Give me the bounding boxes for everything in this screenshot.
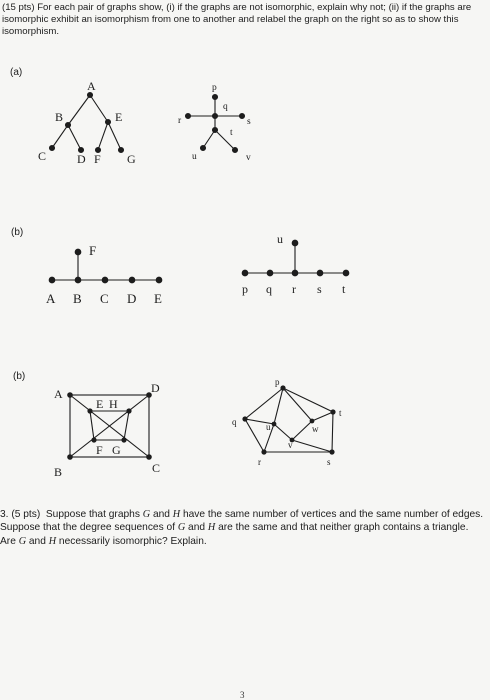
label-vertex-E: E <box>154 291 162 306</box>
vertex-B <box>66 123 71 128</box>
graph-name-H: H <box>48 535 57 547</box>
vertex-p <box>213 95 218 100</box>
label-vertex-u: u <box>277 232 283 246</box>
label-vertex-C: C <box>152 461 161 475</box>
label-vertex-s: s <box>327 457 331 467</box>
vertex-p <box>242 270 248 276</box>
vertex-D <box>129 277 135 283</box>
vertex-C <box>102 277 108 283</box>
label-vertex-t: t <box>342 282 346 296</box>
graph-name-H: H <box>172 509 181 520</box>
question-text: Suppose that graphs <box>45 509 143 520</box>
label-vertex-A: A <box>46 291 56 306</box>
vertex-B <box>75 277 81 283</box>
part-label-b-second: (b) <box>13 371 26 382</box>
problem-statement: (15 pts) For each pair of graphs show, (i) if the graphs are not isomorphic, explain why not; (ii) if the graphs are isomorphic exhibit an isomorphism from one to another and relabel the graph on the right so as to show this isomorphism. <box>2 2 472 37</box>
graph-b-left <box>49 249 162 283</box>
vertex-B <box>67 454 73 460</box>
label-vertex-D: D <box>77 152 86 166</box>
vertex-t <box>330 409 335 414</box>
label-vertex-E: E <box>115 110 123 124</box>
vertex-C <box>146 454 152 460</box>
vertex-F <box>91 437 96 442</box>
label-vertex-G: G <box>127 152 136 166</box>
label-vertex-C: C <box>100 291 109 306</box>
question-points: (5 pts) <box>11 509 41 520</box>
vertex-r <box>292 270 298 276</box>
vertex-E <box>106 120 111 125</box>
vertex-r <box>261 449 266 454</box>
label-vertex-F: F <box>94 152 101 166</box>
question-number: 3. <box>0 509 9 520</box>
vertex-F <box>75 249 81 255</box>
graph-a-right <box>186 95 245 153</box>
vertex-p <box>280 385 285 390</box>
graph-name-H: H <box>207 522 216 534</box>
label-vertex-A: A <box>54 387 63 401</box>
vertex-C <box>50 146 55 151</box>
label-vertex-p: p <box>275 377 280 387</box>
label-vertex-r: r <box>292 282 296 296</box>
label-vertex-p: p <box>242 282 248 296</box>
label-vertex-D: D <box>127 291 137 306</box>
label-vertex-t: t <box>339 408 342 418</box>
vertex-s <box>240 114 245 119</box>
vertex-r <box>186 114 191 119</box>
label-vertex-s: s <box>247 117 251 127</box>
label-vertex-t: t <box>230 128 233 138</box>
label-vertex-F: F <box>96 443 103 457</box>
vertex-A <box>67 392 73 398</box>
vertex-G <box>119 148 124 153</box>
label-vertex-r: r <box>258 457 261 467</box>
question-text: have the same number of vertices and the same number of edges. Suppose that the degree sequences of <box>0 509 484 534</box>
graph-name-G: G <box>142 509 151 520</box>
label-vertex-u: u <box>266 422 271 432</box>
vertex-E <box>87 408 92 413</box>
vertex-u <box>292 240 298 246</box>
vertex-H <box>126 408 131 413</box>
vertex-E <box>156 277 162 283</box>
vertex-s <box>329 449 334 454</box>
vertex-A <box>88 93 93 98</box>
label-vertex-v: v <box>288 440 293 450</box>
part-label-b: (b) <box>11 227 24 238</box>
vertex-u <box>272 422 277 427</box>
label-vertex-r: r <box>178 116 182 126</box>
label-vertex-p: p <box>212 83 217 93</box>
vertex-s <box>317 270 323 276</box>
question-text: necessarily isomorphic? Explain. <box>56 535 207 547</box>
page-mark: 3 <box>240 690 245 700</box>
label-vertex-u: u <box>192 152 197 162</box>
label-vertex-A: A <box>87 79 96 93</box>
label-vertex-G: G <box>112 443 121 457</box>
graph-b-right <box>242 240 349 276</box>
graph-name-G: G <box>177 522 186 534</box>
label-vertex-B: B <box>73 291 82 306</box>
label-vertex-w: w <box>312 424 319 434</box>
label-vertex-H: H <box>109 397 118 411</box>
vertex-t <box>343 270 349 276</box>
label-vertex-s: s <box>317 282 322 296</box>
vertex-q <box>213 114 218 119</box>
label-vertex-F: F <box>89 243 97 258</box>
part-label-a: (a) <box>10 67 23 78</box>
label-vertex-E: E <box>96 397 104 411</box>
question-text: and <box>150 509 173 520</box>
vertex-t <box>213 128 218 133</box>
vertex-q <box>267 270 273 276</box>
label-vertex-D: D <box>151 381 160 395</box>
label-vertex-B: B <box>54 465 63 479</box>
label-vertex-q: q <box>266 282 272 296</box>
question-text: are the same and that neither graph contains a triangle. Are <box>0 522 469 547</box>
label-vertex-v: v <box>246 153 251 163</box>
vertex-q <box>242 416 247 421</box>
vertex-G <box>121 437 126 442</box>
label-vertex-q: q <box>223 102 228 112</box>
question-text: and <box>185 522 208 534</box>
vertex-w <box>310 419 315 424</box>
question-3 <box>0 508 484 548</box>
vertex-A <box>49 277 55 283</box>
label-vertex-C: C <box>38 149 47 163</box>
graph-name-G: G <box>18 535 27 547</box>
question-text: and <box>26 535 49 547</box>
vertex-v <box>233 148 238 153</box>
label-vertex-B: B <box>55 110 64 124</box>
label-vertex-q: q <box>232 417 237 427</box>
vertex-u <box>201 146 206 151</box>
